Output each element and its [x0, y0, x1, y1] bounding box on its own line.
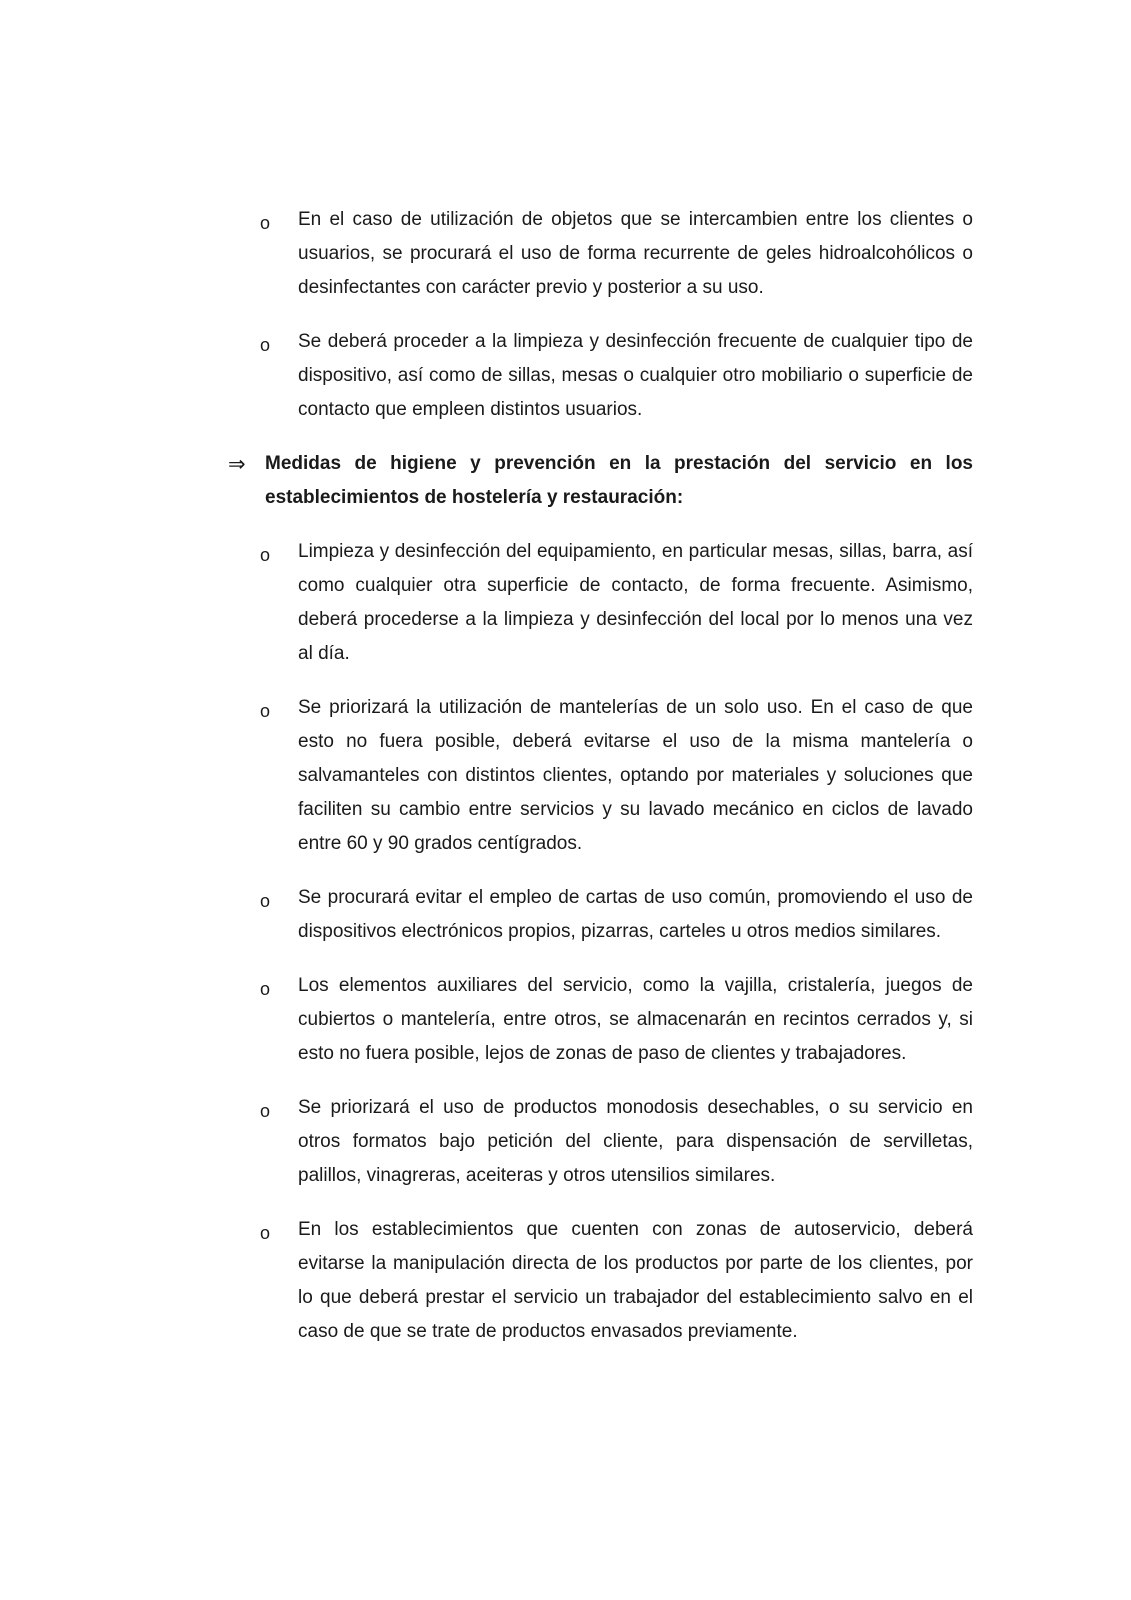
list-item [228, 881, 973, 949]
bullet-marker: o [260, 1223, 271, 1243]
bullet-marker: o [260, 979, 271, 999]
bullet-marker: o [260, 891, 271, 911]
list-item [228, 203, 973, 305]
bullet-marker: o [260, 213, 271, 233]
section-heading-text: Medidas de higiene y prevención en la prestación del servicio en los establecimientos de hostelería y restauración: [265, 453, 973, 508]
list-item-text: En el caso de utilización de objetos que se intercambien entre los clientes o usuarios, se procurará el uso de forma recurrente de geles hidroalcohólicos o desinfectantes con carácter previo y posterior a su uso. [298, 209, 973, 298]
list-item [228, 325, 973, 427]
bullet-marker: o [260, 335, 271, 355]
document-body [228, 203, 973, 1369]
list-item-text: Se priorizará la utilización de mantelerías de un solo uso. En el caso de que esto no fuera posible, deberá evitarse el uso de la misma mantelería o salvamanteles con distintos clientes, optando por materiales y soluciones que faciliten su cambio entre servicios y su lavado mecánico en ciclos de lavado entre 60 y 90 grados centígrados. [298, 697, 973, 854]
list-item-text: Se deberá proceder a la limpieza y desinfección frecuente de cualquier tipo de dispositivo, así como de sillas, mesas o cualquier otro mobiliario o superficie de contacto que empleen distintos usuarios. [298, 331, 973, 420]
list-item-text: Se priorizará el uso de productos monodosis desechables, o su servicio en otros formatos bajo petición del cliente, para dispensación de servilletas, palillos, vinagreras, aceiteras y otros utensilios similares. [298, 1097, 973, 1186]
list-item-text: Los elementos auxiliares del servicio, como la vajilla, cristalería, juegos de cubiertos o mantelería, entre otros, se almacenarán en recintos cerrados y, si esto no fuera posible, lejos de zonas de paso de clientes y trabajadores. [298, 975, 973, 1064]
list-item [228, 1091, 973, 1193]
bullet-marker: o [260, 545, 271, 565]
list-item-text: Limpieza y desinfección del equipamiento, en particular mesas, sillas, barra, así como cualquier otra superficie de contacto, de forma frecuente. Asimismo, deberá procederse a la limpieza y desinfección del local por lo menos una vez al día. [298, 541, 973, 664]
list-item [228, 535, 973, 671]
bullet-marker: o [260, 1101, 271, 1121]
list-item [228, 1213, 973, 1349]
list-item [228, 969, 973, 1071]
list-item [228, 691, 973, 861]
list-item-text: En los establecimientos que cuenten con zonas de autoservicio, deberá evitarse la manipulación directa de los productos por parte de los clientes, por lo que deberá prestar el servicio un trabajador del establecimiento salvo en el caso de que se trate de productos envasados previamente. [298, 1219, 973, 1342]
bullet-marker: o [260, 701, 271, 721]
section-heading [228, 447, 973, 515]
arrow-icon: ⇒ [228, 452, 246, 476]
list-item-text: Se procurará evitar el empleo de cartas de uso común, promoviendo el uso de dispositivos electrónicos propios, pizarras, carteles u otros medios similares. [298, 887, 973, 942]
